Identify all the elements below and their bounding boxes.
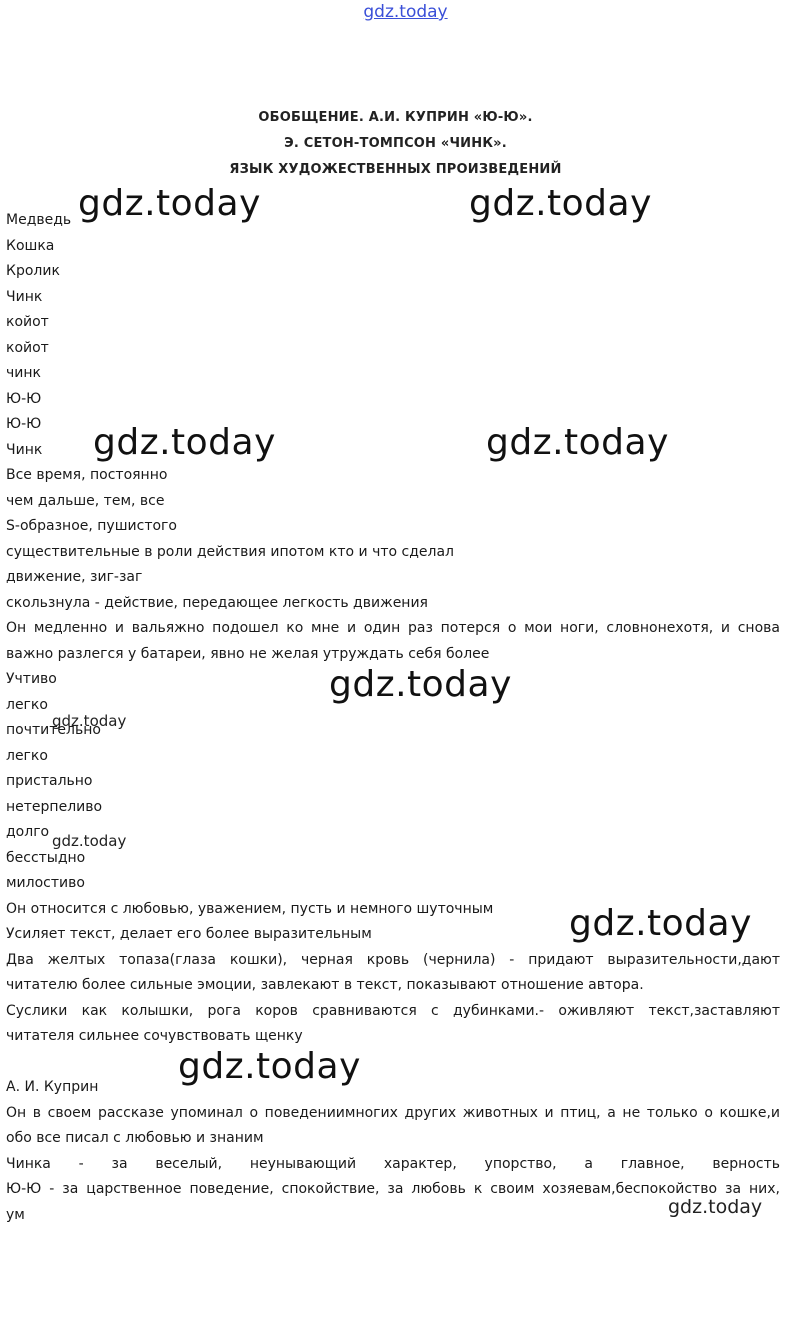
watermark: gdz.today — [52, 712, 127, 730]
watermark: gdz.today — [569, 903, 752, 944]
answer-line: Он медленно и вальяжно подошел ко мне и один раз потерся о мои ноги, словнонехотя, и снова — [6, 620, 780, 636]
answer-line: читателю более сильные эмоции, завлекают в текст, показывают отношение автора. — [6, 977, 644, 993]
answer-line: Кролик — [6, 263, 60, 279]
answer-line: существительные в роли действия ипотом кто и что сделал — [6, 543, 454, 560]
answer-line: обо все писал с любовью и знаним — [6, 1130, 264, 1146]
answer-line: пристально — [6, 773, 93, 789]
answer-line: движение, зиг-заг — [6, 569, 143, 585]
answer-line: Медведь — [6, 212, 72, 228]
answer-line: Он в своем рассказе упоминал о поведениимногих других животных и птиц, а не только о кошке,и — [6, 1104, 780, 1121]
answer-line: Все время, постоянно — [6, 467, 168, 483]
site-link[interactable]: gdz.today — [363, 2, 448, 22]
answer-line: милостиво — [6, 875, 85, 891]
answer-line: чем дальше, тем, все — [6, 492, 165, 509]
answer-line: скользнула - действие, передающее легкость движения — [6, 594, 428, 611]
answer-line: койот — [6, 314, 49, 330]
answer-line: S-образное, пушистого — [6, 518, 177, 534]
watermark: gdz.today — [469, 183, 652, 224]
watermark: gdz.today — [78, 183, 261, 224]
answer-line: Суслики как колышки, рога коров сравниваются с дубинками.- оживляют текст,заставляют — [6, 1002, 780, 1019]
watermark: gdz.today — [178, 1046, 361, 1087]
answer-line: чинк — [6, 365, 41, 381]
answer-line: долго — [6, 824, 50, 840]
watermark: gdz.today — [668, 1196, 763, 1218]
answer-line: А. И. Куприн — [6, 1079, 99, 1095]
watermark: gdz.today — [329, 664, 512, 705]
answer-line: нетерпеливо — [6, 798, 103, 815]
watermark: gdz.today — [93, 422, 276, 463]
answer-line: Усиляет текст, делает его более выразительным — [6, 926, 372, 942]
answer-line: Ю-Ю — [6, 416, 42, 432]
answer-line: Ю-Ю - за царственное поведение, спокойствие, за любовь к своим хозяевам,беспокойство за них, — [6, 1181, 780, 1197]
watermark: gdz.today — [52, 832, 127, 850]
answer-line: Ю-Ю — [6, 390, 42, 407]
answer-line: Кошка — [6, 237, 55, 254]
title-line-2: Э. СЕТОН-ТОМПСОН «ЧИНК». — [284, 136, 507, 151]
answer-line: легко — [6, 696, 48, 713]
answer-line: Чинк — [6, 288, 43, 305]
answer-line: важно разлегся у батареи, явно не желая утруждать себя более — [6, 645, 490, 662]
title-line-1: ОБОБЩЕНИЕ. А.И. КУПРИН «Ю-Ю». — [258, 110, 533, 125]
answer-line: почтительно — [6, 722, 101, 738]
answer-line: Учтиво — [6, 671, 57, 687]
answer-line: Два желтых топаза(глаза кошки), черная кровь (чернила) - придают выразительности,дают — [6, 951, 780, 968]
answer-line: легко — [6, 747, 48, 764]
answer-line: Чинк — [6, 441, 43, 458]
answer-line: бесстыдно — [6, 849, 86, 866]
answer-line — [0, 1050, 780, 1076]
answer-line: ум — [6, 1206, 25, 1223]
answer-line: Он относится с любовью, уважением, пусть и немного шуточным — [6, 900, 494, 917]
answer-line: читателя сильнее сочувствовать щенку — [6, 1028, 303, 1044]
answer-line: Чинка - за веселый, неунывающий характер, упорство, а главное, верность — [6, 1155, 780, 1172]
watermark: gdz.today — [486, 422, 669, 463]
title-line-3: ЯЗЫК ХУДОЖЕСТВЕННЫХ ПРОИЗВЕДЕНИЙ — [229, 162, 562, 177]
answer-line: койот — [6, 339, 49, 356]
